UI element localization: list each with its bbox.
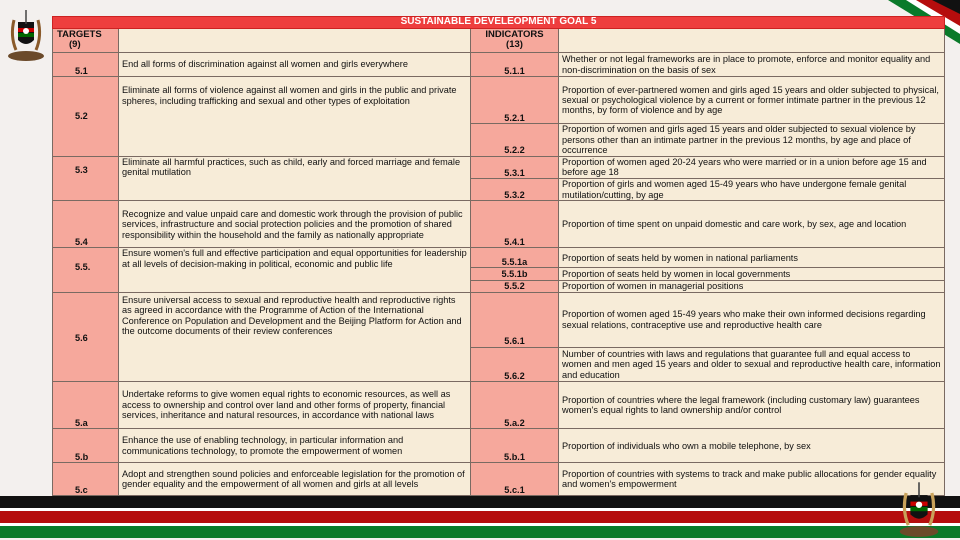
indicator-description: Whether or not legal frameworks are in place to promote, enforce and monitor equality and non-discrimination on the basis of sex (559, 52, 945, 76)
table-row (53, 156, 945, 178)
target-description: Eliminate all harmful practices, such as child, early and forced marriage and female genital mutilation (119, 156, 471, 201)
table-row (53, 463, 945, 496)
target-description: Eliminate all forms of violence against all women and girls in the public and private spheres, including trafficking and sexual and other types of exploitation (119, 77, 471, 156)
targets-header-label: TARGETS (57, 28, 102, 40)
indicator-description: Proportion of women in managerial positions (559, 280, 945, 292)
indicator-description: Proportion of girls and women aged 15-49 years who have undergone female genital mutilation/cutting, by age (559, 179, 945, 201)
indicator-description: Proportion of women aged 20-24 years who were married or in a union before age 15 and before age 18 (559, 156, 945, 178)
target-description: Ensure universal access to sexual and reproductive health and reproductive rights as agreed in accordance with the Programme of Action of the International Conference on Population and Development and the Beijing Platform for Action and the outcome documents of their review conferences (119, 292, 471, 381)
indicator-number: 5.5.2 (471, 280, 559, 292)
kenya-coat-of-arms-icon (6, 6, 46, 62)
indicator-number: 5.2.1 (471, 77, 559, 124)
target-number: 5.2 (53, 77, 119, 156)
indicator-description: Proportion of ever-partnered women and girls aged 15 years and older subjected to physical, sexual or psychological violence by a current or former intimate partner in the previous 12 months, by form of violence and by age (559, 77, 945, 124)
target-description: End all forms of discrimination against all women and girls everywhere (119, 52, 471, 76)
target-number: 5.b (53, 428, 119, 463)
table-row (53, 292, 945, 347)
flag-stripe-black (0, 496, 960, 508)
indicators-header (471, 28, 559, 52)
table-row (53, 248, 945, 268)
indicator-description: Proportion of women aged 15-49 years who make their own informed decisions regarding sexual relations, contraceptive use and reproductive health care (559, 292, 945, 347)
indicator-description: Proportion of individuals who own a mobile telephone, by sex (559, 428, 945, 463)
indicator-number: 5.5.1b (471, 268, 559, 280)
flag-stripe-red (0, 511, 960, 523)
target-number: 5.4 (53, 201, 119, 248)
indicator-number: 5.3.1 (471, 156, 559, 178)
indicator-number: 5.1.1 (471, 52, 559, 76)
target-number: 5.1 (53, 52, 119, 76)
indicator-description: Proportion of seats held by women in national parliaments (559, 248, 945, 268)
kenya-coat-of-arms-icon (890, 478, 948, 538)
table-row (53, 77, 945, 124)
table-row (53, 52, 945, 76)
target-number: 5.6 (53, 292, 119, 381)
indicators-header-label: INDICATORS (485, 28, 544, 40)
target-description: Recognize and value unpaid care and domestic work through the provision of public services, infrastructure and social protection policies and the promotion of shared responsibility within the household and the family as nationally appropriate (119, 201, 471, 248)
indicator-description: Proportion of time spent on unpaid domestic and care work, by sex, age and location (559, 201, 945, 248)
indicator-number: 5.3.2 (471, 179, 559, 201)
target-number: 5.5. (53, 248, 119, 293)
indicator-description: Proportion of women and girls aged 15 years and older subjected to sexual violence by persons other than an intimate partner in the previous 12 months, by age and place of occurrence (559, 124, 945, 157)
sdg5-table-container (52, 16, 944, 496)
sdg5-targets-indicators-table (52, 16, 945, 496)
targets-header (53, 28, 119, 52)
target-description: Ensure women's full and effective participation and equal opportunities for leadership at all levels of decision-making in political, economic and public life (119, 248, 471, 293)
indicator-description: Proportion of countries with systems to track and make public allocations for gender equality and women's empowerment (559, 463, 945, 496)
indicator-description: Number of countries with laws and regulations that guarantee full and equal access to women and men aged 15 years and older to sexual and reproductive health care, information and education (559, 347, 945, 382)
target-description: Undertake reforms to give women equal rights to economic resources, as well as access to ownership and control over land and other forms of property, financial services, inheritance and natural resources, in accordance with national laws (119, 382, 471, 429)
target-number: 5.3 (53, 156, 119, 201)
indicator-number: 5.5.1a (471, 248, 559, 268)
table-title: SUSTAINABLE DEVELEOPMENT GOAL 5 (53, 17, 945, 29)
flag-stripe-green (0, 526, 960, 538)
target-number: 5.c (53, 463, 119, 496)
indicator-number: 5.6.1 (471, 292, 559, 347)
header-blank (559, 28, 945, 52)
indicator-number: 5.6.2 (471, 347, 559, 382)
table-row (53, 428, 945, 463)
table-row (53, 382, 945, 429)
indicator-number: 5.c.1 (471, 463, 559, 496)
target-number: 5.a (53, 382, 119, 429)
indicators-count: (13) (506, 39, 523, 51)
indicator-number: 5.a.2 (471, 382, 559, 429)
indicator-description: Proportion of countries where the legal framework (including customary law) guarantees women's equal rights to land ownership and/or control (559, 382, 945, 429)
target-description: Enhance the use of enabling technology, in particular information and communications technology, to promote the empowerment of women (119, 428, 471, 463)
table-row (53, 201, 945, 248)
indicator-number: 5.b.1 (471, 428, 559, 463)
targets-count: (9) (69, 39, 81, 51)
indicator-number: 5.4.1 (471, 201, 559, 248)
header-blank (119, 28, 471, 52)
indicator-number: 5.2.2 (471, 124, 559, 157)
indicator-description: Proportion of seats held by women in local governments (559, 268, 945, 280)
target-description: Adopt and strengthen sound policies and enforceable legislation for the promotion of gender equality and the empowerment of all women and girls at all levels (119, 463, 471, 496)
